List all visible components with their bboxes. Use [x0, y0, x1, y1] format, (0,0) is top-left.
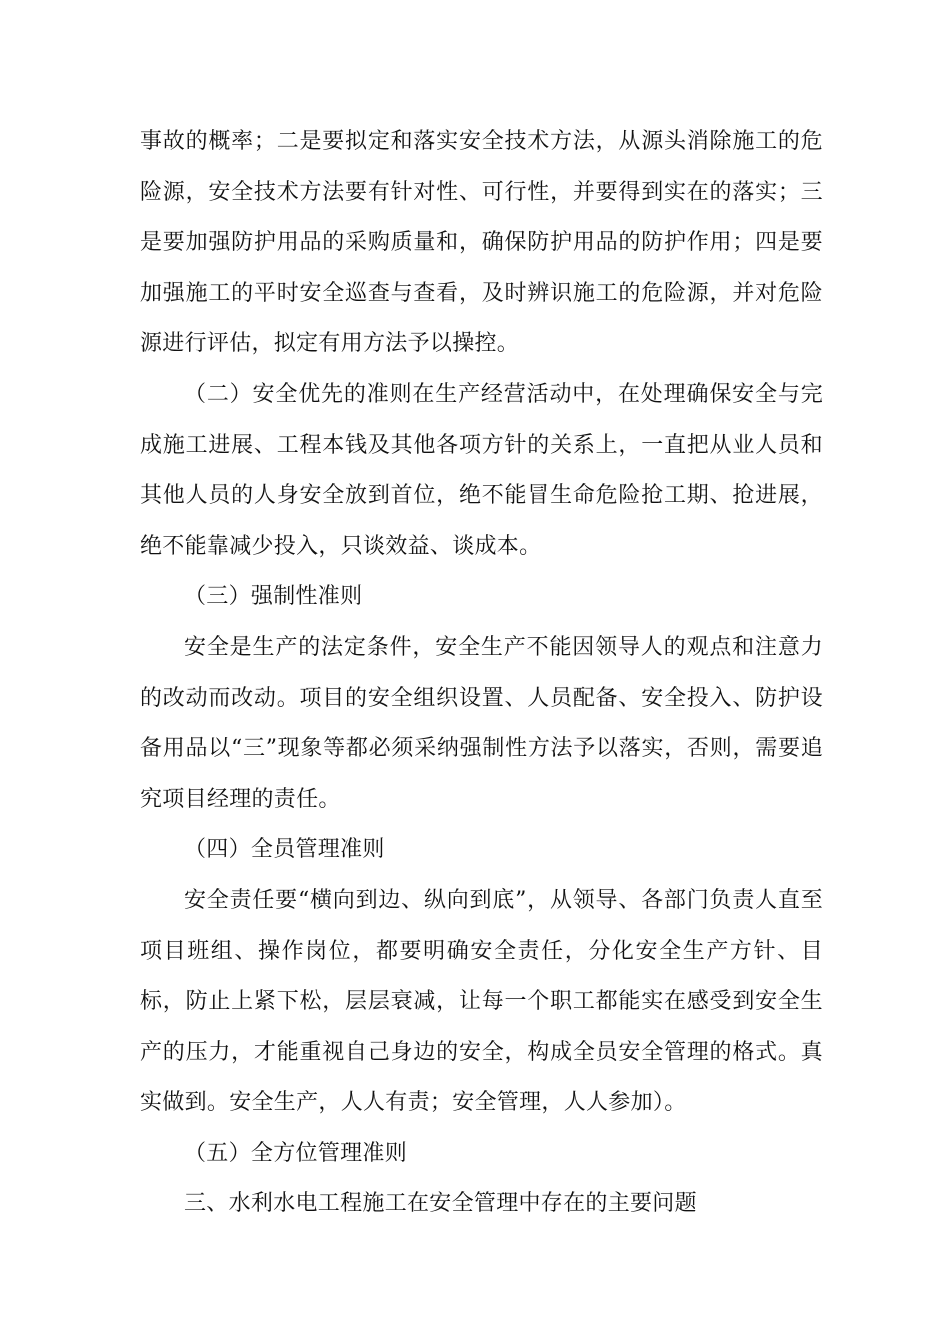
paragraph-continuation: 事故的概率；二是要拟定和落实安全技术方法，从源头消除施工的危险源，安全技术方法要有针对性、可行性，并要得到实在的落实；三是要加强防护用品的采购质量和，确保防护用品的防护作用；四是要加强施工的平时安全巡查与查看，及时辨识施工的危险源，并对危险源进行评估，拟定有用方法予以操控。 — [140, 129, 823, 357]
paragraph-mandatory-principle: 安全是生产的法定条件，安全生产不能因领导人的观点和注意力的改动而改动。项目的安全组织设置、人员配备、安全投入、防护设备用品以“三”现象等都必须采纳强制性方法予以落实，否则，需要追究项目经理的责任。 — [140, 634, 823, 812]
heading-all-staff-principle: （四）全员管理准则 — [184, 837, 385, 863]
heading-mandatory-principle: （三）强制性准则 — [184, 584, 363, 610]
document-page — [140, 117, 823, 1230]
paragraph-safety-priority: （二）安全优先的准则在生产经营活动中，在处理确保安全与完成施工进展、工程本钱及其他各项方针的关系上，一直把从业人员和其他人员的人身安全放到首位，绝不能冒生命危险抢工期、抢进展，绝不能靠减少投入，只谈效益、谈成本。 — [140, 381, 823, 559]
paragraph-all-staff-principle: 安全责任要“横向到边、纵向到底”，从领导、各部门负责人直至项目班组、操作岗位，都要明确安全责任，分化安全生产方针、目标，防止上紧下松，层层衰减，让每一个职工都能实在感受到安全生产的压力，才能重视自己身边的安全，构成全员安全管理的格式。真实做到。安全生产，人人有责；安全管理，人人参加）。 — [140, 887, 823, 1116]
heading-all-round-principle: （五）全方位管理准则 — [184, 1140, 408, 1166]
section-heading-main-problems: 三、水利水电工程施工在安全管理中存在的主要问题 — [184, 1191, 697, 1217]
